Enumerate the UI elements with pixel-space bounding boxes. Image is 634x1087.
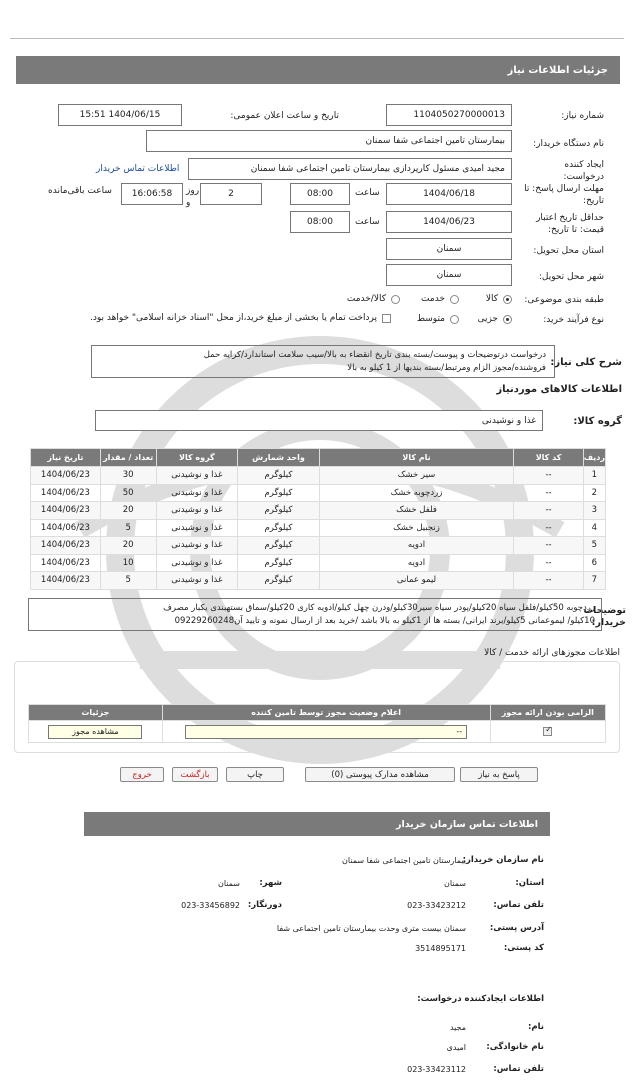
license-row [29, 721, 606, 743]
exit-button[interactable]: خروج [120, 767, 164, 782]
contact-city-value: سمنان [217, 879, 240, 888]
col-code: کد کالا [514, 449, 583, 467]
buyer-notes-line-1: زردچوبه 50کیلو/فلفل سیاه 20کیلو/پودر سیاه سیر30کیلو/ودرن چهل کیلو/ادویه کاری 20کیلو/سماق بستهبندی یکبار مصرف [163, 603, 595, 613]
item-name-cell: ادویه [319, 537, 514, 555]
item-date-cell: 1404/06/23 [31, 554, 101, 572]
item-code-cell: -- [514, 537, 583, 555]
license-col-status: اعلام وضعیت مجوز توسط تامین کننده [162, 705, 490, 721]
contact-province-value: سمنان [443, 879, 466, 888]
item-date-cell: 1404/06/23 [31, 484, 101, 502]
creator-last-name-value: امیدی [446, 1043, 466, 1052]
reply-deadline-label: مهلت ارسال پاسخ: تا تاریخ: [524, 184, 604, 206]
creator-label: ایجاد کننده درخواست: [563, 160, 604, 182]
item-group-cell: غذا و نوشیدنی [156, 502, 238, 520]
license-col-required: الزامی بودن ارائه مجوز [490, 705, 605, 721]
category-option-service[interactable] [421, 294, 459, 304]
category-goods-radio[interactable] [503, 295, 512, 304]
reply-deadline-time: 08:00 [290, 183, 350, 205]
row-number-cell: 1 [583, 467, 605, 485]
buyer-notes-line-2: 10کیلو/ لیموعمانی 5کیلو/برند ایرانی/ بسته ها از 1کیلو به بالا باشد /خرید بعد از ارسال نمونه و تایید آن09229260248 [174, 616, 595, 626]
item-code-cell: -- [514, 554, 583, 572]
item-qty-cell: 20 [100, 537, 156, 555]
back-button[interactable]: بازگشت [172, 767, 218, 782]
item-name-cell: زردچوبه خشک [319, 484, 514, 502]
summary-line-1: درخواست درتوضیحات و پیوست/بسته بندی تاریخ انقضاء به بالا/سیب سلامت استاندارد/کرایه حمل [203, 350, 546, 360]
item-date-cell: 1404/06/23 [31, 467, 101, 485]
item-qty-cell: 50 [100, 484, 156, 502]
row-number-cell: 3 [583, 502, 605, 520]
creator-first-name-value: مجید [449, 1023, 466, 1032]
col-row: ردیف [583, 449, 605, 467]
creator-info-title: اطلاعات ایجادکننده درخواست: [417, 994, 544, 1004]
contact-address-label: آدرس پستی: [489, 923, 544, 933]
reply-days-label: روز [186, 186, 200, 196]
reply-and-text: و [186, 198, 191, 208]
payment-note: پرداخت تمام یا بخشی از مبلغ خرید،از محل "اسناد خزانه اسلامی" خواهد بود. [89, 313, 377, 323]
item-qty-cell: 5 [100, 572, 156, 590]
item-unit-cell: کیلوگرم [238, 502, 320, 520]
license-status-input[interactable]: -- [185, 725, 467, 739]
contact-postal-value: 3514895171 [415, 944, 466, 953]
item-name-cell: لیمو عمانی [319, 572, 514, 590]
payment-checkbox[interactable] [382, 314, 391, 323]
summary-line-2: فروشنده/مجوز الزام ومرتبط/بسته بندیها از 1 کیلو به بالا [347, 363, 546, 373]
item-qty-cell: 5 [100, 519, 156, 537]
process-label: نوع فرآیند خرید: [543, 315, 604, 325]
check-mark-icon: ✓ [545, 724, 552, 734]
items-table [30, 448, 606, 590]
item-code-cell: -- [514, 502, 583, 520]
creator-first-name-label: نام: [527, 1022, 544, 1032]
item-code-cell: -- [514, 467, 583, 485]
item-unit-cell: کیلوگرم [238, 519, 320, 537]
delivery-city-value: سمنان [386, 264, 512, 286]
price-validity-label: حداقل تاریخ اعتبار قیمت: تا تاریخ: [536, 213, 604, 235]
price-time-label: ساعت [355, 217, 380, 227]
contact-title: اطلاعات تماس سازمان خریدار [395, 818, 538, 830]
reply-time-label: ساعت [355, 188, 380, 198]
contact-city-label: شهر: [259, 878, 282, 888]
row-number-cell: 6 [583, 554, 605, 572]
announce-datetime-value: 1404/06/15 15:51 [58, 104, 182, 126]
price-validity-time: 08:00 [290, 211, 350, 233]
license-title: اطلاعات مجوزهای ارائه خدمت / کالا [484, 648, 620, 658]
item-unit-cell: کیلوگرم [238, 572, 320, 590]
item-date-cell: 1404/06/23 [31, 502, 101, 520]
col-name: نام کالا [319, 449, 514, 467]
item-name-cell: زنجبیل خشک [319, 519, 514, 537]
buyer-notes-label: توضیحات خریدار: [583, 605, 626, 628]
section-header [16, 56, 620, 84]
col-group: گروه کالا [156, 449, 238, 467]
need-number-value: 1104050270000013 [386, 104, 512, 126]
col-date: تاریخ نیاز [31, 449, 101, 467]
item-name-cell: ادویه [319, 554, 514, 572]
license-required-checkbox[interactable] [543, 724, 552, 736]
license-required-cell [490, 721, 605, 743]
item-code-cell: -- [514, 519, 583, 537]
table-row [31, 554, 606, 572]
category-option-both[interactable] [347, 294, 400, 304]
item-name-cell: سیر خشک [319, 467, 514, 485]
row-number-cell: 5 [583, 537, 605, 555]
table-row [31, 519, 606, 537]
payment-option[interactable] [90, 313, 391, 323]
table-row [31, 572, 606, 590]
category-both-radio[interactable] [391, 295, 400, 304]
reply-deadline-date: 1404/06/18 [386, 183, 512, 205]
category-option-goods[interactable] [486, 294, 512, 304]
category-service-label: خدمت [421, 294, 445, 304]
item-code-cell: -- [514, 484, 583, 502]
item-group-cell: غذا و نوشیدنی [156, 572, 238, 590]
license-status-cell [162, 721, 490, 743]
remaining-time-label: ساعت باقی‌مانده [48, 186, 112, 196]
process-minor-radio[interactable] [503, 315, 512, 324]
section-title: جزئیات اطلاعات نیاز [507, 64, 608, 76]
contact-fax-value: 023-33456892 [181, 901, 240, 910]
item-unit-cell: کیلوگرم [238, 554, 320, 572]
process-minor-label: جزیی [477, 314, 498, 324]
goods-group-label: گروه کالا: [573, 416, 622, 427]
contact-org-label: نام سازمان خریدار: [462, 855, 544, 865]
row-number-cell: 4 [583, 519, 605, 537]
creator-last-name-label: نام خانوادگی: [486, 1042, 544, 1052]
buyer-contact-link[interactable]: اطلاعات تماس خریدار [96, 164, 180, 174]
table-row [31, 502, 606, 520]
item-name-cell: فلفل خشک [319, 502, 514, 520]
table-row [31, 484, 606, 502]
contact-header [84, 812, 550, 836]
contact-fax-label: دورنگار: [247, 900, 282, 910]
table-row [31, 537, 606, 555]
process-medium-label: متوسط [416, 314, 445, 324]
item-group-cell: غذا و نوشیدنی [156, 519, 238, 537]
contact-address-value: سمنان بیست متری وحدت بیمارستان تامین اجتماعی شفا [276, 924, 466, 933]
items-header-row [31, 449, 606, 467]
contact-phone-value: 023-33423212 [407, 901, 466, 910]
process-option-medium[interactable] [417, 314, 459, 324]
creator-phone-value: 023-33423112 [407, 1065, 466, 1074]
process-option-minor[interactable] [477, 314, 512, 324]
announce-datetime-label: تاریخ و ساعت اعلان عمومی: [230, 111, 339, 121]
summary-label: شرح کلی نیاز: [550, 357, 622, 368]
item-unit-cell: کیلوگرم [238, 484, 320, 502]
contact-phone-label: تلفن تماس: [493, 900, 544, 910]
goods-title: اطلاعات کالاهای موردنیاز [496, 384, 622, 395]
item-qty-cell: 20 [100, 502, 156, 520]
license-col-details: جزئیات [29, 705, 163, 721]
item-group-cell: غذا و نوشیدنی [156, 554, 238, 572]
row-number-cell: 7 [583, 572, 605, 590]
contact-postal-label: کد پستی: [503, 943, 544, 953]
category-service-radio[interactable] [450, 295, 459, 304]
item-unit-cell: کیلوگرم [238, 467, 320, 485]
item-qty-cell: 10 [100, 554, 156, 572]
item-unit-cell: کیلوگرم [238, 537, 320, 555]
creator-value: مجید امیدی مسئول کارپردازی بیمارستان تامین اجتماعی شفا سمنان [188, 158, 512, 180]
category-goods-label: کالا [485, 294, 498, 304]
item-group-cell: غذا و نوشیدنی [156, 467, 238, 485]
delivery-province-value: سمنان [386, 238, 512, 260]
item-date-cell: 1404/06/23 [31, 519, 101, 537]
row-number-cell: 2 [583, 484, 605, 502]
reply-days-value: 2 [200, 183, 262, 205]
delivery-city-label: شهر محل تحویل: [538, 272, 604, 282]
col-unit: واحد شمارش [238, 449, 320, 467]
item-group-cell: غذا و نوشیدنی [156, 537, 238, 555]
contact-org-value: بیمارستان تامین اجتماعی شفا سمنان [342, 856, 466, 865]
need-number-label: شماره نیاز: [561, 111, 604, 121]
print-button[interactable]: چاپ [226, 767, 284, 782]
item-qty-cell: 30 [100, 467, 156, 485]
top-divider [10, 38, 624, 39]
reply-button[interactable]: پاسخ به نیاز [460, 767, 538, 782]
view-license-button[interactable]: مشاهده مجوز [48, 725, 142, 739]
item-group-cell: غذا و نوشیدنی [156, 484, 238, 502]
delivery-province-label: استان محل تحویل: [533, 246, 604, 256]
buyer-notes-box [28, 598, 602, 631]
view-attachments-button[interactable]: مشاهده مدارک پیوستی (0) [305, 767, 455, 782]
license-table [28, 704, 606, 743]
price-validity-date: 1404/06/23 [386, 211, 512, 233]
table-row [31, 467, 606, 485]
license-header-row [29, 705, 606, 721]
col-qty: تعداد / مقدار [100, 449, 156, 467]
category-label: طبقه بندی موضوعی: [524, 295, 604, 305]
buyer-org-value: بیمارستان تامین اجتماعی شفا سمنان [146, 130, 512, 152]
item-date-cell: 1404/06/23 [31, 537, 101, 555]
item-code-cell: -- [514, 572, 583, 590]
summary-box [91, 345, 555, 378]
creator-phone-label: تلفن تماس: [493, 1064, 544, 1074]
item-date-cell: 1404/06/23 [31, 572, 101, 590]
buyer-org-label: نام دستگاه خریدار: [533, 139, 604, 149]
category-both-label: کالا/خدمت [346, 294, 386, 304]
license-details-cell [29, 721, 163, 743]
goods-group-value: غذا و نوشیدنی [95, 410, 543, 431]
contact-province-label: استان: [515, 878, 544, 888]
remaining-time-value: 16:06:58 [121, 183, 183, 205]
process-medium-radio[interactable] [450, 315, 459, 324]
